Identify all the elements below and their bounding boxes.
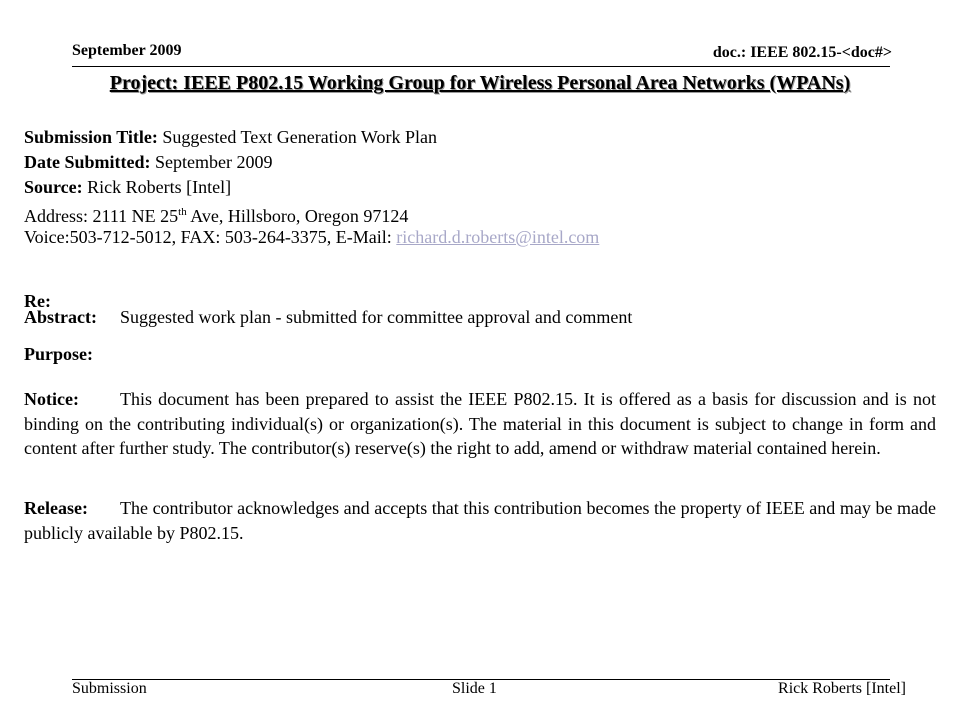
contact-field — [24, 225, 599, 249]
purpose-label: Purpose: — [24, 344, 93, 364]
date-submitted-label: Date Submitted: — [24, 152, 151, 172]
address-suffix: Ave, Hillsboro, Oregon 97124 — [186, 206, 409, 226]
purpose-field — [24, 342, 93, 366]
date-submitted-value: September 2009 — [150, 152, 273, 172]
email-link[interactable]: richard.d.roberts@intel.com — [396, 227, 600, 247]
contact-text: Voice:503-712-5012, FAX: 503-264-3375, E-Mail: — [24, 227, 397, 247]
release-text: The contributor acknowledges and accepts that this contribution becomes the property of IEEE and may be made publicly available by P802.15. — [24, 498, 936, 543]
abstract-text: Suggested work plan - submitted for committee approval and comment — [120, 307, 633, 327]
header-doc-id: doc.: IEEE 802.15-<doc#> — [712, 44, 892, 61]
notice-paragraph — [24, 387, 936, 461]
notice-text: This document has been prepared to assist the IEEE P802.15. It is offered as a basis for discussion and is not binding on the contributing individual(s) or organization(s). The material in this document is subject to change in form and content after further study. The contributor(s) reserve(s) the right to add, amend or withdraw material contained herein. — [24, 389, 936, 458]
notice-label: Notice: — [24, 389, 79, 409]
submission-title-field — [24, 125, 437, 149]
footer-author: Rick Roberts [Intel] — [778, 680, 906, 697]
header-rule — [72, 66, 890, 67]
release-label: Release: — [24, 498, 88, 518]
source-label: Source: — [24, 177, 83, 197]
abstract-field — [24, 305, 632, 329]
abstract-label: Abstract: — [24, 307, 97, 327]
address-field — [24, 200, 408, 228]
release-paragraph — [24, 496, 936, 545]
footer-submission: Submission — [72, 680, 147, 697]
header-date: September 2009 — [72, 42, 182, 59]
project-title: Project: IEEE P802.15 Working Group for Wireless Personal Area Networks (WPANs) — [109, 72, 851, 94]
source-field — [24, 175, 231, 199]
footer-slide-number: Slide 1 — [452, 680, 497, 697]
address-superscript: th — [178, 206, 187, 218]
submission-title-value: Suggested Text Generation Work Plan — [157, 127, 437, 147]
source-value: Rick Roberts [Intel] — [82, 177, 232, 197]
submission-title-label: Submission Title: — [24, 127, 158, 147]
date-submitted-field — [24, 150, 272, 174]
address-prefix: Address: 2111 NE 25 — [24, 206, 179, 226]
re-label: Re: — [24, 291, 51, 311]
